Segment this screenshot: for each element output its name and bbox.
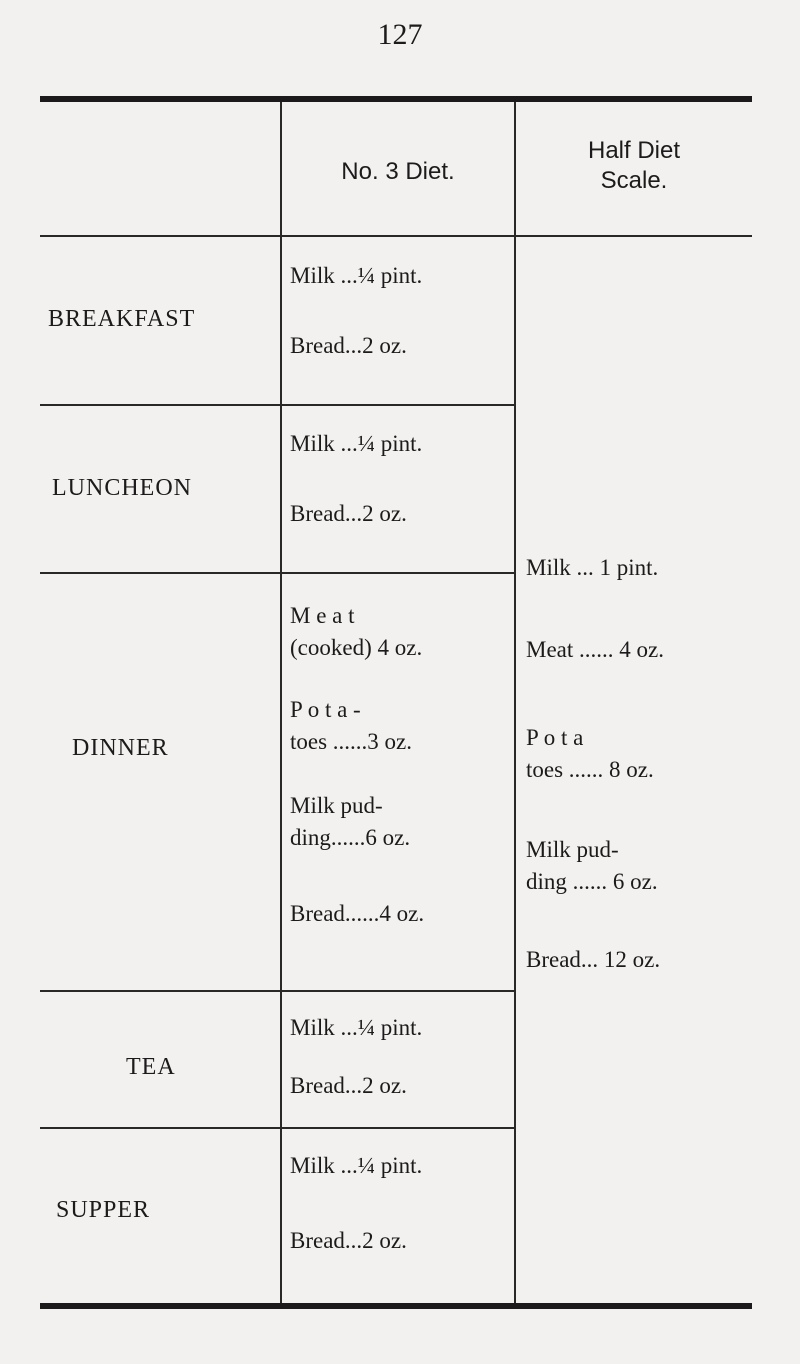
dinner-item-line: (cooked) 4 oz. — [290, 635, 423, 660]
dinner-item — [290, 898, 424, 930]
row-rule-breakfast — [40, 404, 514, 406]
half-diet-item — [526, 634, 664, 666]
top-rule — [40, 96, 752, 102]
luncheon-item: Milk ...¼ pint. — [290, 431, 423, 456]
dinner-item — [290, 790, 410, 854]
half-diet-item-line: Milk ... 1 pint. — [526, 555, 659, 580]
row-rule-tea — [40, 1127, 514, 1129]
half-diet-item — [526, 834, 658, 898]
meal-label-tea: TEA — [126, 1054, 176, 1080]
dinner-item — [290, 600, 422, 664]
row-rule-dinner — [40, 990, 514, 992]
half-diet-item-line: toes ...... 8 oz. — [526, 757, 654, 782]
dinner-item-line: Milk pud- — [290, 793, 383, 818]
breakfast-item: Bread...2 oz. — [290, 333, 407, 358]
breakfast-item: Milk ...¼ pint. — [290, 263, 423, 288]
half-diet-item-line: ding ...... 6 oz. — [526, 869, 658, 894]
half-diet-item-line: Bread... 12 oz. — [526, 947, 661, 972]
header-half-diet-line1: Half Diet — [587, 137, 681, 164]
bottom-rule — [40, 1303, 752, 1309]
dinner-item-line: P o t a - — [290, 697, 361, 722]
header-half-diet — [516, 136, 752, 196]
half-diet-item — [526, 722, 654, 786]
header-half-diet-line2: Scale. — [600, 167, 668, 194]
dinner-item-line: Bread......4 oz. — [290, 901, 425, 926]
meal-label-supper: SUPPER — [56, 1197, 151, 1223]
row-rule-luncheon — [40, 572, 514, 574]
half-diet-item-line: Meat ...... 4 oz. — [526, 637, 664, 662]
meal-label-dinner: DINNER — [72, 735, 169, 761]
half-diet-item — [526, 944, 660, 976]
supper-item: Bread...2 oz. — [290, 1228, 407, 1253]
half-diet-item — [526, 552, 658, 584]
dinner-item-line: ding......6 oz. — [290, 825, 411, 850]
tea-item: Bread...2 oz. — [290, 1073, 407, 1098]
half-diet-item-line: P o t a — [526, 725, 584, 750]
supper-item: Milk ...¼ pint. — [290, 1153, 423, 1178]
header-diet: No. 3 Diet. — [341, 158, 455, 185]
page-number: 127 — [377, 18, 423, 51]
dinner-item — [290, 694, 412, 758]
column-divider-right — [514, 102, 516, 1303]
luncheon-item: Bread...2 oz. — [290, 501, 407, 526]
tea-item: Milk ...¼ pint. — [290, 1015, 423, 1040]
meal-label-breakfast: BREAKFAST — [48, 306, 196, 332]
meal-label-luncheon: LUNCHEON — [52, 475, 192, 501]
column-divider-left — [280, 102, 282, 1303]
dinner-item-line: toes ......3 oz. — [290, 729, 413, 754]
row-rule-header — [40, 235, 752, 237]
half-diet-item-line: Milk pud- — [526, 837, 619, 862]
dinner-item-line: M e a t — [290, 603, 355, 628]
